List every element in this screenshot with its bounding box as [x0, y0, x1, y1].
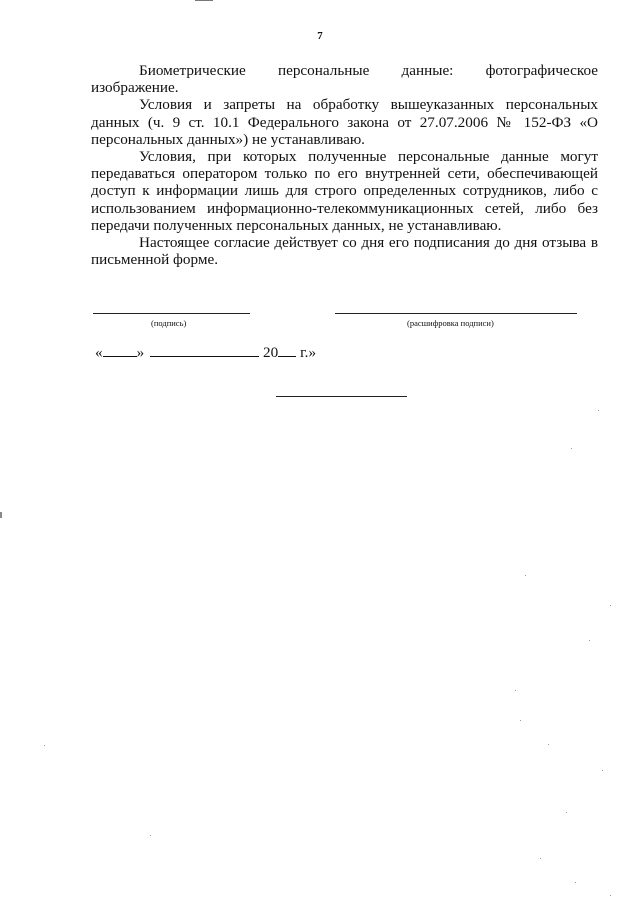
paragraph-transfer-conditions: Условия, при которых полученные персональные данные могут передаваться оператором только по его внутренней сети, обеспечивающей доступ к информации лишь для строго определенных сотрудников, либо с использованием информационно-телекоммуникационных сетей, либо без передачи полученных персональных данных, не устанавливаю. [91, 148, 598, 234]
date-month-blank [150, 343, 259, 357]
top-edge-mark [195, 0, 213, 1]
date-day-blank [103, 343, 137, 357]
signature-line [93, 313, 250, 314]
date-close-quote: » [136, 344, 145, 361]
paragraph-biometric-data: Биометрические персональные данные: фотографическое изображение. [91, 62, 598, 97]
end-of-document-rule [276, 396, 407, 397]
page-number: 7 [317, 30, 323, 42]
date-line [95, 343, 316, 362]
paragraph-consent-validity: Настоящее согласие действует со дня его подписания до дня отзыва в письменной форме. [91, 234, 598, 269]
date-year-blank [278, 343, 296, 357]
scan-edge-mark [0, 512, 2, 518]
signature-transcript-line [335, 313, 577, 314]
date-year-prefix: 20 [262, 344, 279, 361]
paragraph-processing-conditions: Условия и запреты на обработку вышеуказанных персональных данных (ч. 9 ст. 10.1 Федерального закона от 27.07.2006 № 152-ФЗ «О персональных данных») не устанавливаю. [91, 96, 598, 148]
signature-caption: (подпись) [151, 318, 187, 328]
date-year-suffix: г.» [300, 344, 317, 361]
document-body [91, 62, 598, 268]
date-open-quote: « [95, 344, 103, 361]
signature-transcript-caption: (расшифровка подписи) [407, 318, 494, 328]
